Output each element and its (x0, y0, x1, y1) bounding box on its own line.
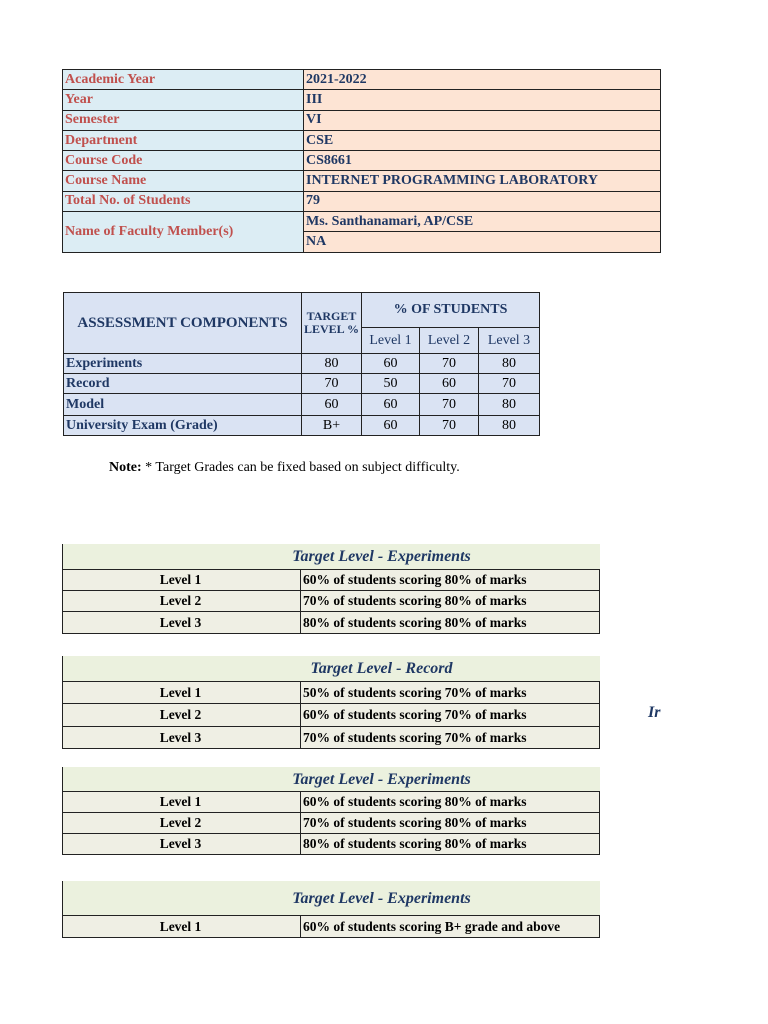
level-2-value: 70 (420, 354, 479, 374)
table-row (63, 110, 661, 130)
level-description: 60% of students scoring B+ grade and above (301, 916, 600, 938)
header-students: % OF STUDENTS (362, 293, 540, 328)
faculty-value: NA (304, 232, 661, 252)
level-description: 60% of students scoring 80% of marks (301, 792, 600, 813)
info-label: Department (63, 130, 304, 150)
level-1-value: 60 (362, 354, 420, 374)
table-row (63, 191, 661, 211)
header-level-2: Level 2 (420, 328, 479, 354)
table-row (63, 727, 600, 749)
level-1-value: 50 (362, 374, 420, 394)
level-label: Level 2 (63, 704, 301, 727)
info-value: 2021-2022 (304, 70, 661, 90)
faculty-value: Ms. Santhanamari, AP/CSE (304, 212, 661, 232)
table-row (63, 612, 600, 634)
level-description: 70% of students scoring 70% of marks (301, 727, 600, 749)
table-row (63, 171, 661, 191)
level-2-value: 60 (420, 374, 479, 394)
target-level-record-table (62, 656, 600, 749)
level-description: 70% of students scoring 80% of marks (301, 813, 600, 834)
level-label: Level 3 (63, 612, 301, 634)
level-label: Level 3 (63, 834, 301, 855)
component-name: University Exam (Grade) (64, 416, 302, 436)
info-label: Year (63, 90, 304, 110)
header-level-3: Level 3 (479, 328, 540, 354)
info-value: INTERNET PROGRAMMING LABORATORY (304, 171, 661, 191)
level-label: Level 2 (63, 813, 301, 834)
info-label: Total No. of Students (63, 191, 304, 211)
target-level-rows (62, 791, 600, 855)
info-value: CSE (304, 130, 661, 150)
level-1-value: 60 (362, 394, 420, 416)
table-title: Target Level - Record (62, 656, 600, 681)
level-3-value: 80 (479, 394, 540, 416)
level-description: 60% of students scoring 80% of marks (301, 570, 600, 591)
info-value: 79 (304, 191, 661, 211)
assessment-table (63, 292, 540, 436)
level-2-value: 70 (420, 416, 479, 436)
level-3-value: 80 (479, 416, 540, 436)
target-level-experiments-table-3 (62, 881, 600, 938)
table-title: Target Level - Experiments (62, 881, 600, 915)
component-name: Record (64, 374, 302, 394)
note-label: Note: (109, 460, 142, 475)
level-label: Level 1 (63, 792, 301, 813)
table-row (63, 90, 661, 110)
info-label: Academic Year (63, 70, 304, 90)
table-row (64, 416, 540, 436)
info-label: Course Code (63, 151, 304, 171)
target-value: 60 (302, 394, 362, 416)
course-info-table (62, 69, 661, 253)
table-row (63, 704, 600, 727)
table-row (63, 151, 661, 171)
table-row (63, 130, 661, 150)
table-row (63, 813, 600, 834)
table-title: Target Level - Experiments (62, 544, 600, 569)
table-row (63, 682, 600, 704)
component-name: Experiments (64, 354, 302, 374)
target-level-experiments-table-2 (62, 767, 600, 855)
target-value: 70 (302, 374, 362, 394)
level-1-value: 60 (362, 416, 420, 436)
target-value: 80 (302, 354, 362, 374)
level-description: 60% of students scoring 70% of marks (301, 704, 600, 727)
level-label: Level 3 (63, 727, 301, 749)
table-row (63, 834, 600, 855)
table-row (64, 374, 540, 394)
level-label: Level 1 (63, 570, 301, 591)
target-level-experiments-table (62, 544, 600, 634)
level-description: 50% of students scoring 70% of marks (301, 682, 600, 704)
header-components: ASSESSMENT COMPONENTS (64, 293, 302, 354)
cutoff-heading-fragment: Ir (648, 704, 661, 721)
faculty-label: Name of Faculty Member(s) (63, 212, 304, 253)
table-row (63, 212, 661, 232)
target-value: B+ (302, 416, 362, 436)
note-body: * Target Grades can be fixed based on subject difficulty. (141, 460, 460, 475)
info-value: VI (304, 110, 661, 130)
note-text (109, 460, 460, 476)
header-level-1: Level 1 (362, 328, 420, 354)
table-row (63, 591, 600, 612)
level-description: 70% of students scoring 80% of marks (301, 591, 600, 612)
target-level-rows (62, 915, 600, 938)
info-label: Course Name (63, 171, 304, 191)
level-label: Level 2 (63, 591, 301, 612)
component-name: Model (64, 394, 302, 416)
info-label: Semester (63, 110, 304, 130)
target-level-rows (62, 681, 600, 749)
info-value: CS8661 (304, 151, 661, 171)
level-label: Level 1 (63, 916, 301, 938)
target-level-rows (62, 569, 600, 634)
info-value: III (304, 90, 661, 110)
level-label: Level 1 (63, 682, 301, 704)
level-description: 80% of students scoring 80% of marks (301, 834, 600, 855)
table-row (63, 570, 600, 591)
table-row (63, 70, 661, 90)
level-3-value: 80 (479, 354, 540, 374)
level-2-value: 70 (420, 394, 479, 416)
table-row (63, 916, 600, 938)
table-row (64, 293, 540, 328)
table-row (64, 394, 540, 416)
level-3-value: 70 (479, 374, 540, 394)
table-row (63, 792, 600, 813)
table-row (64, 354, 540, 374)
level-description: 80% of students scoring 80% of marks (301, 612, 600, 634)
table-title: Target Level - Experiments (62, 767, 600, 791)
header-target-level: TARGET LEVEL % (302, 293, 362, 354)
